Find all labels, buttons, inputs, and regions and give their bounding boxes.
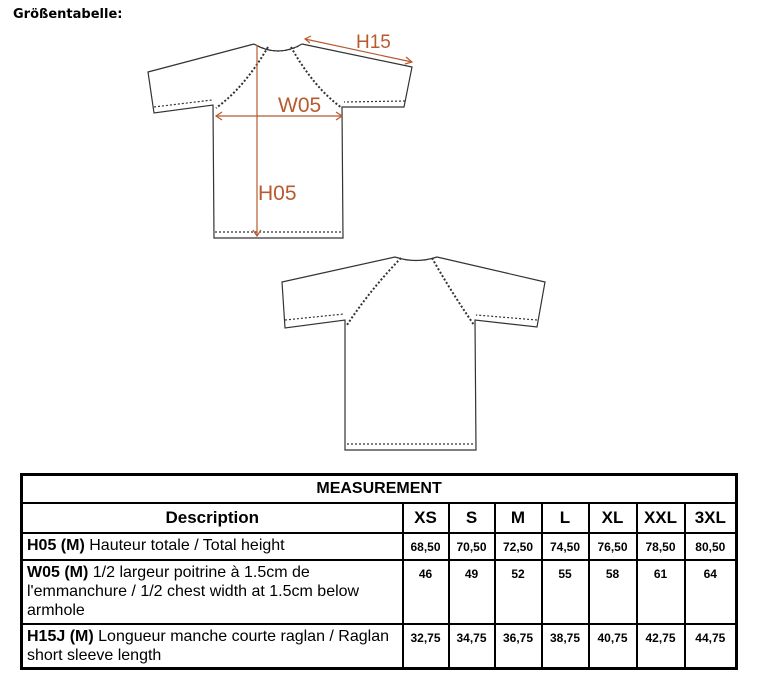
row-description [22, 560, 403, 624]
table-cell: 42,75 [637, 624, 685, 669]
row-text: Longueur manche courte raglan / Raglan short sleeve length [27, 628, 389, 664]
front-dimension-lines [216, 36, 412, 236]
table-header-row [22, 503, 737, 533]
table-cell: 78,50 [637, 533, 685, 560]
size-table [20, 473, 738, 670]
table-title-row [22, 475, 737, 504]
table-row [22, 533, 737, 560]
size-header-xl: XL [589, 503, 637, 533]
table-cell: 36,75 [495, 624, 542, 669]
table-cell: 70,50 [449, 533, 495, 560]
table-cell: 55 [542, 560, 589, 624]
table-cell: 68,50 [403, 533, 449, 560]
row-description [22, 533, 403, 560]
table-cell: 58 [589, 560, 637, 624]
table-cell: 34,75 [449, 624, 495, 669]
sleeve-dimension-label: H15 [356, 32, 391, 53]
table-cell: 72,50 [495, 533, 542, 560]
description-header: Description [22, 503, 403, 533]
table-title: MEASUREMENT [22, 475, 737, 504]
size-header-3xl: 3XL [685, 503, 737, 533]
size-header-xs: XS [403, 503, 449, 533]
size-header-l: L [542, 503, 589, 533]
size-header-s: S [449, 503, 495, 533]
table-row [22, 560, 737, 624]
table-cell: 46 [403, 560, 449, 624]
size-header-xxl: XXL [637, 503, 685, 533]
front-shirt-drawing [148, 44, 412, 238]
page-title: Größentabelle: [13, 7, 123, 22]
back-shirt-drawing [282, 257, 545, 450]
table-cell: 74,50 [542, 533, 589, 560]
height-dimension-label: H05 [258, 182, 297, 205]
width-dimension-label: W05 [278, 94, 322, 117]
table-cell: 32,75 [403, 624, 449, 669]
table-cell: 38,75 [542, 624, 589, 669]
table-cell: 44,75 [685, 624, 737, 669]
row-description [22, 624, 403, 669]
row-code: H05 (M) [27, 537, 85, 554]
row-code: H15J (M) [27, 628, 94, 645]
row-text: Hauteur totale / Total height [89, 537, 285, 554]
table-cell: 64 [685, 560, 737, 624]
table-cell: 49 [449, 560, 495, 624]
table-cell: 52 [495, 560, 542, 624]
table-cell: 76,50 [589, 533, 637, 560]
table-row [22, 624, 737, 669]
row-text: 1/2 largeur poitrine à 1.5cm de l'emmanchure / 1/2 chest width at 1.5cm below armhole [27, 564, 360, 619]
size-header-m: M [495, 503, 542, 533]
table-cell: 40,75 [589, 624, 637, 669]
row-code: W05 (M) [27, 564, 89, 581]
table-cell: 80,50 [685, 533, 737, 560]
table-cell: 61 [637, 560, 685, 624]
